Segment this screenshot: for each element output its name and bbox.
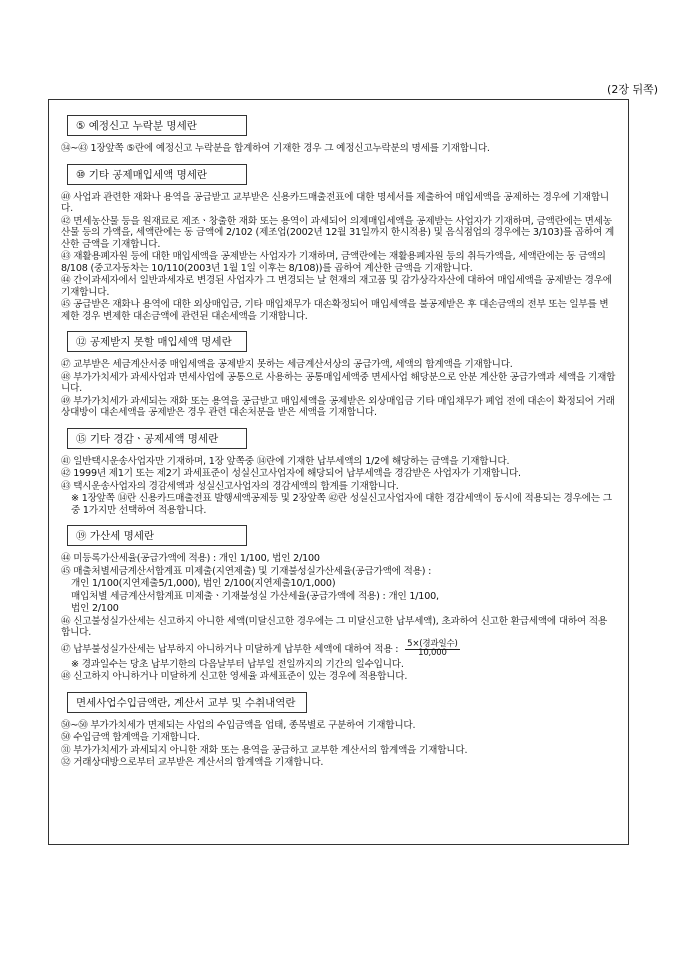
- section-title: ⑩ 기타 공제매입세액 명세란: [67, 164, 247, 185]
- formula-label: ㊼ 납부불성실가산세는 납부하지 아니하거나 미달하게 납부한 세액에 대하여 적용 :: [61, 643, 399, 655]
- instruction-item: ㊵ 사업과 관련한 재화나 용역을 공급받고 교부받은 신용카드매출전표에 대한 명세서를 제출하여 매입세액을 공제하는 경우에 기재합니다.: [61, 191, 610, 214]
- penalty-formula: [405, 640, 459, 658]
- instruction-item: ㊼ 교부받은 세금계산서중 매입세액을 공제받지 못하는 세금계산서상의 공급가액, 세액의 합계액을 기재합니다.: [61, 359, 513, 370]
- section-title: ⑫ 공제받지 못할 매입세액 명세란: [67, 331, 247, 352]
- instruction-line: 개인 1/100(지연제출5/1,000), 법인 2/100(지연제출10/1,000): [71, 578, 336, 589]
- section-preliminary-omission: [61, 114, 616, 155]
- formula-numerator: 5×(경과일수): [407, 638, 458, 649]
- section-other-reduction: [61, 427, 616, 517]
- instruction-item: ㊿~㊿ 부가가치세가 면제되는 사업의 수입금액을 업태, 종목별로 구분하여 기재합니다.: [61, 719, 416, 731]
- instruction-item: ㊸ 택시운송사업자의 경감세액과 성실신고사업자의 경감세액의 합계를 기재합니다.: [61, 480, 399, 492]
- section-exempt-revenue: [61, 691, 616, 769]
- section-title: ⑤ 예정신고 누락분 명세란: [67, 115, 247, 136]
- instruction-line: 법인 2/100: [71, 603, 119, 614]
- instruction-item: ㊻ 신고불성실가산세는 신고하지 아니한 세액(미달신고한 경우에는 그 미달신고한 납부세액), 초과하여 신고한 환급세액에 대하여 적용합니다.: [61, 615, 608, 638]
- instruction-item: ㊸ 재활용폐자원 등에 대한 매입세액을 공제받는 사업자가 기재하며, 금액란에는 재활용폐자원 등의 취득가액을, 세액란에는 동 금액의 8/108 (중고자동차는 10/110(2003년 1월 1일 이후는 8/108))를 곱하여 계산한 금액을 기재합니다.: [61, 251, 606, 274]
- instruction-item: ㊹ 미등록가산세율(공급가액에 적용) : 개인 1/100, 법인 2/100: [61, 553, 320, 564]
- instruction-item-formula: [61, 640, 616, 658]
- instruction-item: ㊿ 수입금액 합계액을 기재합니다.: [61, 732, 200, 743]
- instruction-item: ㉜ 거래상대방으로부터 교부받은 계산서의 합계액을 기재합니다.: [61, 757, 324, 768]
- instruction-item: ㉞~㊸ 1장앞쪽 ⑤란에 예정신고 누락분을 합계하여 기재한 경우 그 예정신고누락분의 명세를 기재합니다.: [61, 143, 490, 154]
- instruction-item: ㊶ 일반택시운송사업자만 기재하며, 1장 앞쪽중 ⑭란에 기재한 납부세액의 1/2에 해당하는 금액을 기재합니다.: [61, 455, 510, 467]
- section-penalty-tax: [61, 524, 616, 683]
- instruction-item: ㊹ 간이과세자에서 일반과세자로 변경된 사업자가 그 변경되는 날 현재의 재고품 및 감가상각자산에 대하여 매입세액을 공제받는 경우에 기재합니다.: [61, 275, 612, 298]
- section-title: ⑲ 가산세 명세란: [67, 525, 247, 546]
- instruction-item: ㊾ 부가가치세가 과세되는 재화 또는 용역을 공급받고 매입세액을 공제받은 외상매입금 기타 매입채무가 폐업 전에 대손이 확정되어 거래상대방이 대손세액을 공제받은 경우 관련 대손처분을 받은 세액을 기재합니다.: [61, 395, 615, 418]
- instruction-item: ㊷ 1999년 제1기 또는 제2기 과세표준이 성실신고사업자에 해당되어 납부세액을 경감받은 사업자가 기재합니다.: [61, 468, 521, 479]
- instruction-item: ㊽ 신고하지 아니하거나 미달하게 신고한 영세율 과세표준이 있는 경우에 적용합니다.: [61, 671, 408, 682]
- instruction-line: 매입처별 세금계산서합계표 미제출ㆍ기재불성실 가산세율(공급가액에 적용) : 개인 1/100,: [71, 590, 439, 602]
- instructions-frame: [48, 99, 629, 845]
- instruction-note: ※ 경과일수는 당초 납부기한의 다음날부터 납부일 전일까지의 기간의 일수입니다.: [71, 658, 404, 670]
- section-title: ⑮ 기타 경감ㆍ공제세액 명세란: [67, 428, 247, 449]
- instruction-item: ㊽ 부가가치세가 과세사업과 면세사업에 공통으로 사용하는 공통매입세액중 면세사업 해당분으로 안분 계산한 공급가액과 세액을 기재합니다.: [61, 371, 616, 394]
- instruction-note: ※ 1장앞쪽 ⑭란 신용카드매출전표 발행세액공제등 및 2장앞쪽 ㊷란 성실신고사업자에 대한 경감세액이 동시에 적용되는 경우에는 그 중 1가지만 선택하여 적용합니다.: [71, 493, 612, 516]
- instruction-item: ㉛ 부가가치세가 과세되지 아니한 재화 또는 용역을 공급하고 교부한 계산서의 합계액을 기재합니다.: [61, 744, 468, 756]
- section-other-deductible-input-tax: [61, 163, 616, 323]
- instruction-item: ㊺ 공급받은 재화나 용역에 대한 외상매입금, 기타 매입채무가 대손확정되어 매입세액을 불공제받은 후 대손금액의 전부 또는 일부를 변제한 경우 변제한 대손금액에 관련된 대손세액을 기재합니다.: [61, 299, 609, 322]
- section-title: 면세사업수입금액란, 계산서 교부 및 수취내역란: [67, 692, 307, 713]
- page-label: (2장 뒤쪽): [607, 83, 658, 96]
- formula-denominator: 10,000: [418, 647, 447, 658]
- instruction-item: ㊷ 면세농산물 등을 원재료로 제조ㆍ창출한 재화 또는 용역이 과세되어 의제매입세액을 공제받는 사업자가 기재하며, 금액란에는 면세농산물 등의 가액을, 세액란에는 동 금액에 2/102 (제조업(2002년 12월 31일까지 한시적용) 및 음식점업의 경우에는 3/103)를 곱하여 계산한 금액을 기재합니다.: [61, 215, 615, 250]
- instruction-item: ㊺ 매출처별세금계산서합계표 미제출(지연제출) 및 기재불성실가산세율(공급가액에 적용) :: [61, 565, 432, 577]
- section-non-deductible-input-tax: [61, 330, 616, 419]
